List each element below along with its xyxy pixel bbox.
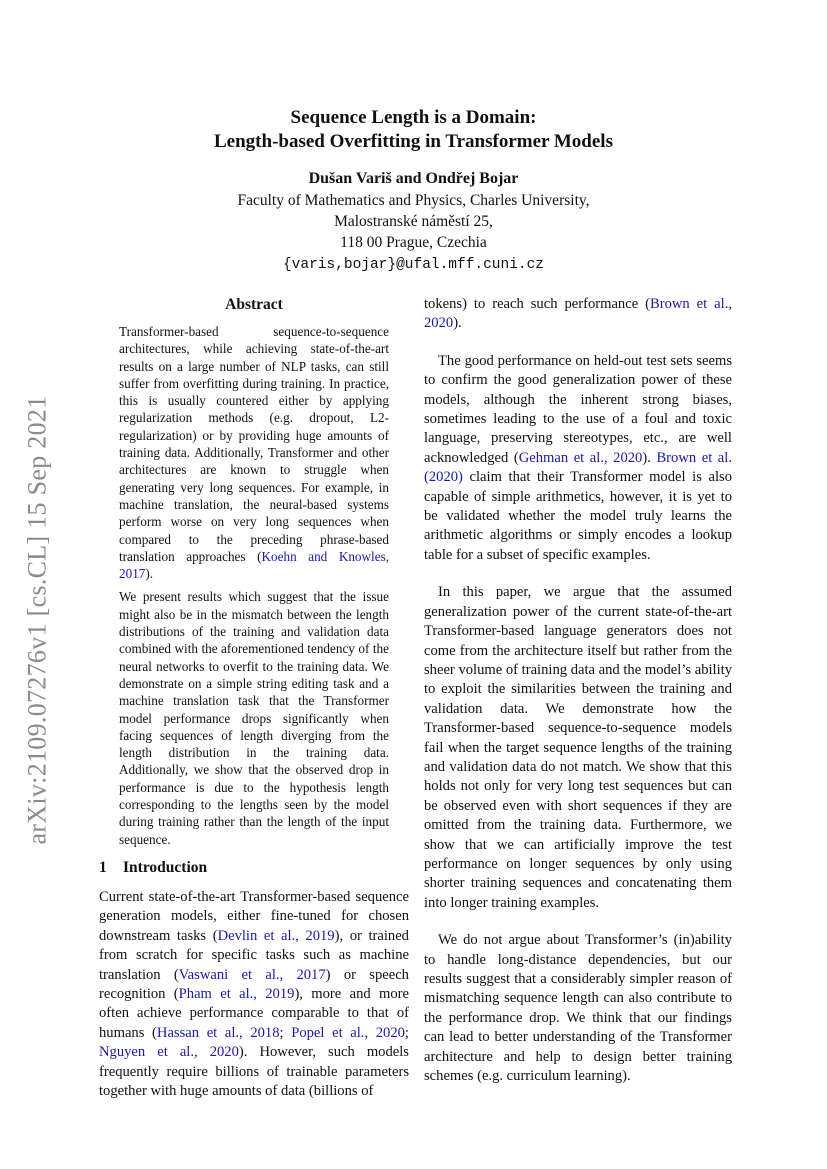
intro-text: claim that their Transformer model is also capable of simple arithmetics, however, it is yet to be validated whether the model truly learns the arithmetic algorithms or simply encodes a lookup table for a subset of specific examples.	[424, 469, 732, 563]
section-number: 1	[99, 858, 107, 876]
citation-link[interactable]: Pham et al., 2019	[178, 985, 295, 1002]
intro-text: ).	[642, 449, 657, 466]
citation-link[interactable]: Nguyen et al., 2020	[99, 1044, 239, 1061]
citation-link[interactable]: Gehman et al., 2020	[518, 449, 643, 466]
paper-title	[0, 106, 827, 154]
abstract-paragraph-1	[119, 323, 389, 582]
citation-link[interactable]: Vaswani et al., 2017	[178, 966, 326, 983]
affiliation-line-3: 118 00 Prague, Czechia	[340, 234, 487, 251]
abstract-text: ).	[145, 566, 154, 582]
intro-paragraph-4: We do not argue about Transformer’s (in)ability to handle long-distance dependencies, but our results suggest that a considerably simpler reason of mismatching sequence length can also contribute to the performance drop. We think that our findings can lead to better understanding of the Transformer architecture and help to design better training schemes (e.g. curriculum learning).	[424, 932, 732, 1085]
intro-text: ;	[404, 1024, 409, 1041]
citation-link[interactable]: Koehn and Knowles, 2017	[119, 548, 389, 582]
intro-text: ;	[279, 1024, 292, 1041]
intro-text: ) or speech recognition (	[99, 966, 409, 1002]
authors: Dušan Variš and Ondřej Bojar	[308, 170, 519, 187]
arxiv-id: arXiv:2109.07276v1 [cs.CL] 15 Sep 2021	[23, 395, 52, 845]
intro-text: ).	[453, 315, 462, 332]
abstract-heading: Abstract	[225, 296, 283, 313]
citation-link[interactable]: Brown et al. (2020)	[424, 449, 732, 486]
intro-paragraph-1	[99, 888, 409, 1101]
right-column-body	[424, 295, 732, 1086]
affiliation	[0, 190, 827, 253]
abstract-paragraph-2: We present results which suggest that the issue might also be in the mismatch between the length distributions of the training and validation data combined with the aforementioned tendency of the neural networks to overfit to the training data. We demonstrate on a simple string editing task and a machine translation task that the Transformer model performance drops significantly when facing sequences of length diverging from the length distribution in the training data. Additionally, we show that the observed drop in performance is due to the hypothesis length corresponding to the lengths seen by the model during training rather than the length of the input sequence.	[119, 589, 389, 847]
intro-text: Current state-of-the-art Transformer-based sequence generation models, either fine-tuned for chosen downstream tasks (	[99, 888, 409, 944]
paper-header	[0, 106, 827, 276]
abstract	[99, 323, 409, 848]
citation-link[interactable]: Popel et al., 2020	[291, 1024, 405, 1041]
title-line-1: Sequence Length is a Domain:	[290, 107, 537, 128]
intro-paragraph-3: In this paper, we argue that the assumed generalization power of the current state-of-the-art Transformer-based language generators does not come from the architecture itself but rather from the sheer volume of training data and the model’s ability to exploit the similarities between the training and validation data. We demonstrate how the Transformer-based sequence-to-sequence models fail when the target sequence lengths of the training and validation data do not match. We show that this holds not only for very long test sequences but can be observed even with short sequences if they are omitted from the training data. Furthermore, we show that we can artificially improve the test performance on longer sequences by only using shorter training sequences and concatenating them into longer training examples.	[424, 584, 733, 911]
intro-paragraph-2	[424, 352, 732, 565]
affiliation-line-1: Faculty of Mathematics and Physics, Charles University,	[237, 192, 590, 209]
intro-text: ), or trained from scratch for specific tasks such as machine translation (	[99, 927, 409, 983]
arxiv-stamp	[14, 360, 62, 880]
abstract-text: Transformer-based sequence-to-sequence architectures, while achieving state-of-the-art results on a large number of NLP tasks, can still suffer from overfitting during training. In practice, this is usually countered either by applying regularization methods (e.g. dropout, L2-regularization) or by providing huge amounts of training data. Additionally, Transformer and other architectures are known to struggle when generating very long sequences. For example, in machine translation, the neural-based systems perform worse on very long sequences when compared to the preceding phrase-based translation approaches (	[119, 324, 389, 564]
section-title: Introduction	[123, 858, 208, 876]
intro-text: ), more and more often achieve performance comparable to that of humans (	[99, 985, 409, 1041]
citation-link[interactable]: Devlin et al., 2019	[217, 927, 335, 944]
author-email: {varis,bojar}@ufal.mff.cuni.cz	[282, 257, 545, 273]
introduction-body	[99, 888, 409, 1101]
left-column	[99, 295, 409, 1101]
intro-text: ). However, such models frequently require billions of trainable parameters together with huge amounts of data (billions of	[99, 1044, 409, 1099]
section-heading-introduction	[99, 858, 409, 878]
citation-link[interactable]: Hassan et al., 2018	[156, 1024, 280, 1041]
intro-paragraph-continued	[424, 295, 732, 334]
right-column	[424, 295, 732, 1104]
citation-link[interactable]: Brown et al., 2020	[424, 296, 732, 332]
intro-text: The good performance on held-out test sets seems to confirm the good generalization power of these models, although the inherent strong biases, sometimes leading to the use of a foul and toxic language, preserving stereotypes, etc., are well acknowledged (	[424, 352, 732, 466]
intro-text: tokens) to reach such performance (	[424, 296, 650, 312]
title-line-2: Length-based Overfitting in Transformer Models	[214, 131, 613, 152]
affiliation-line-2: Malostranské náměstí 25,	[334, 213, 493, 230]
